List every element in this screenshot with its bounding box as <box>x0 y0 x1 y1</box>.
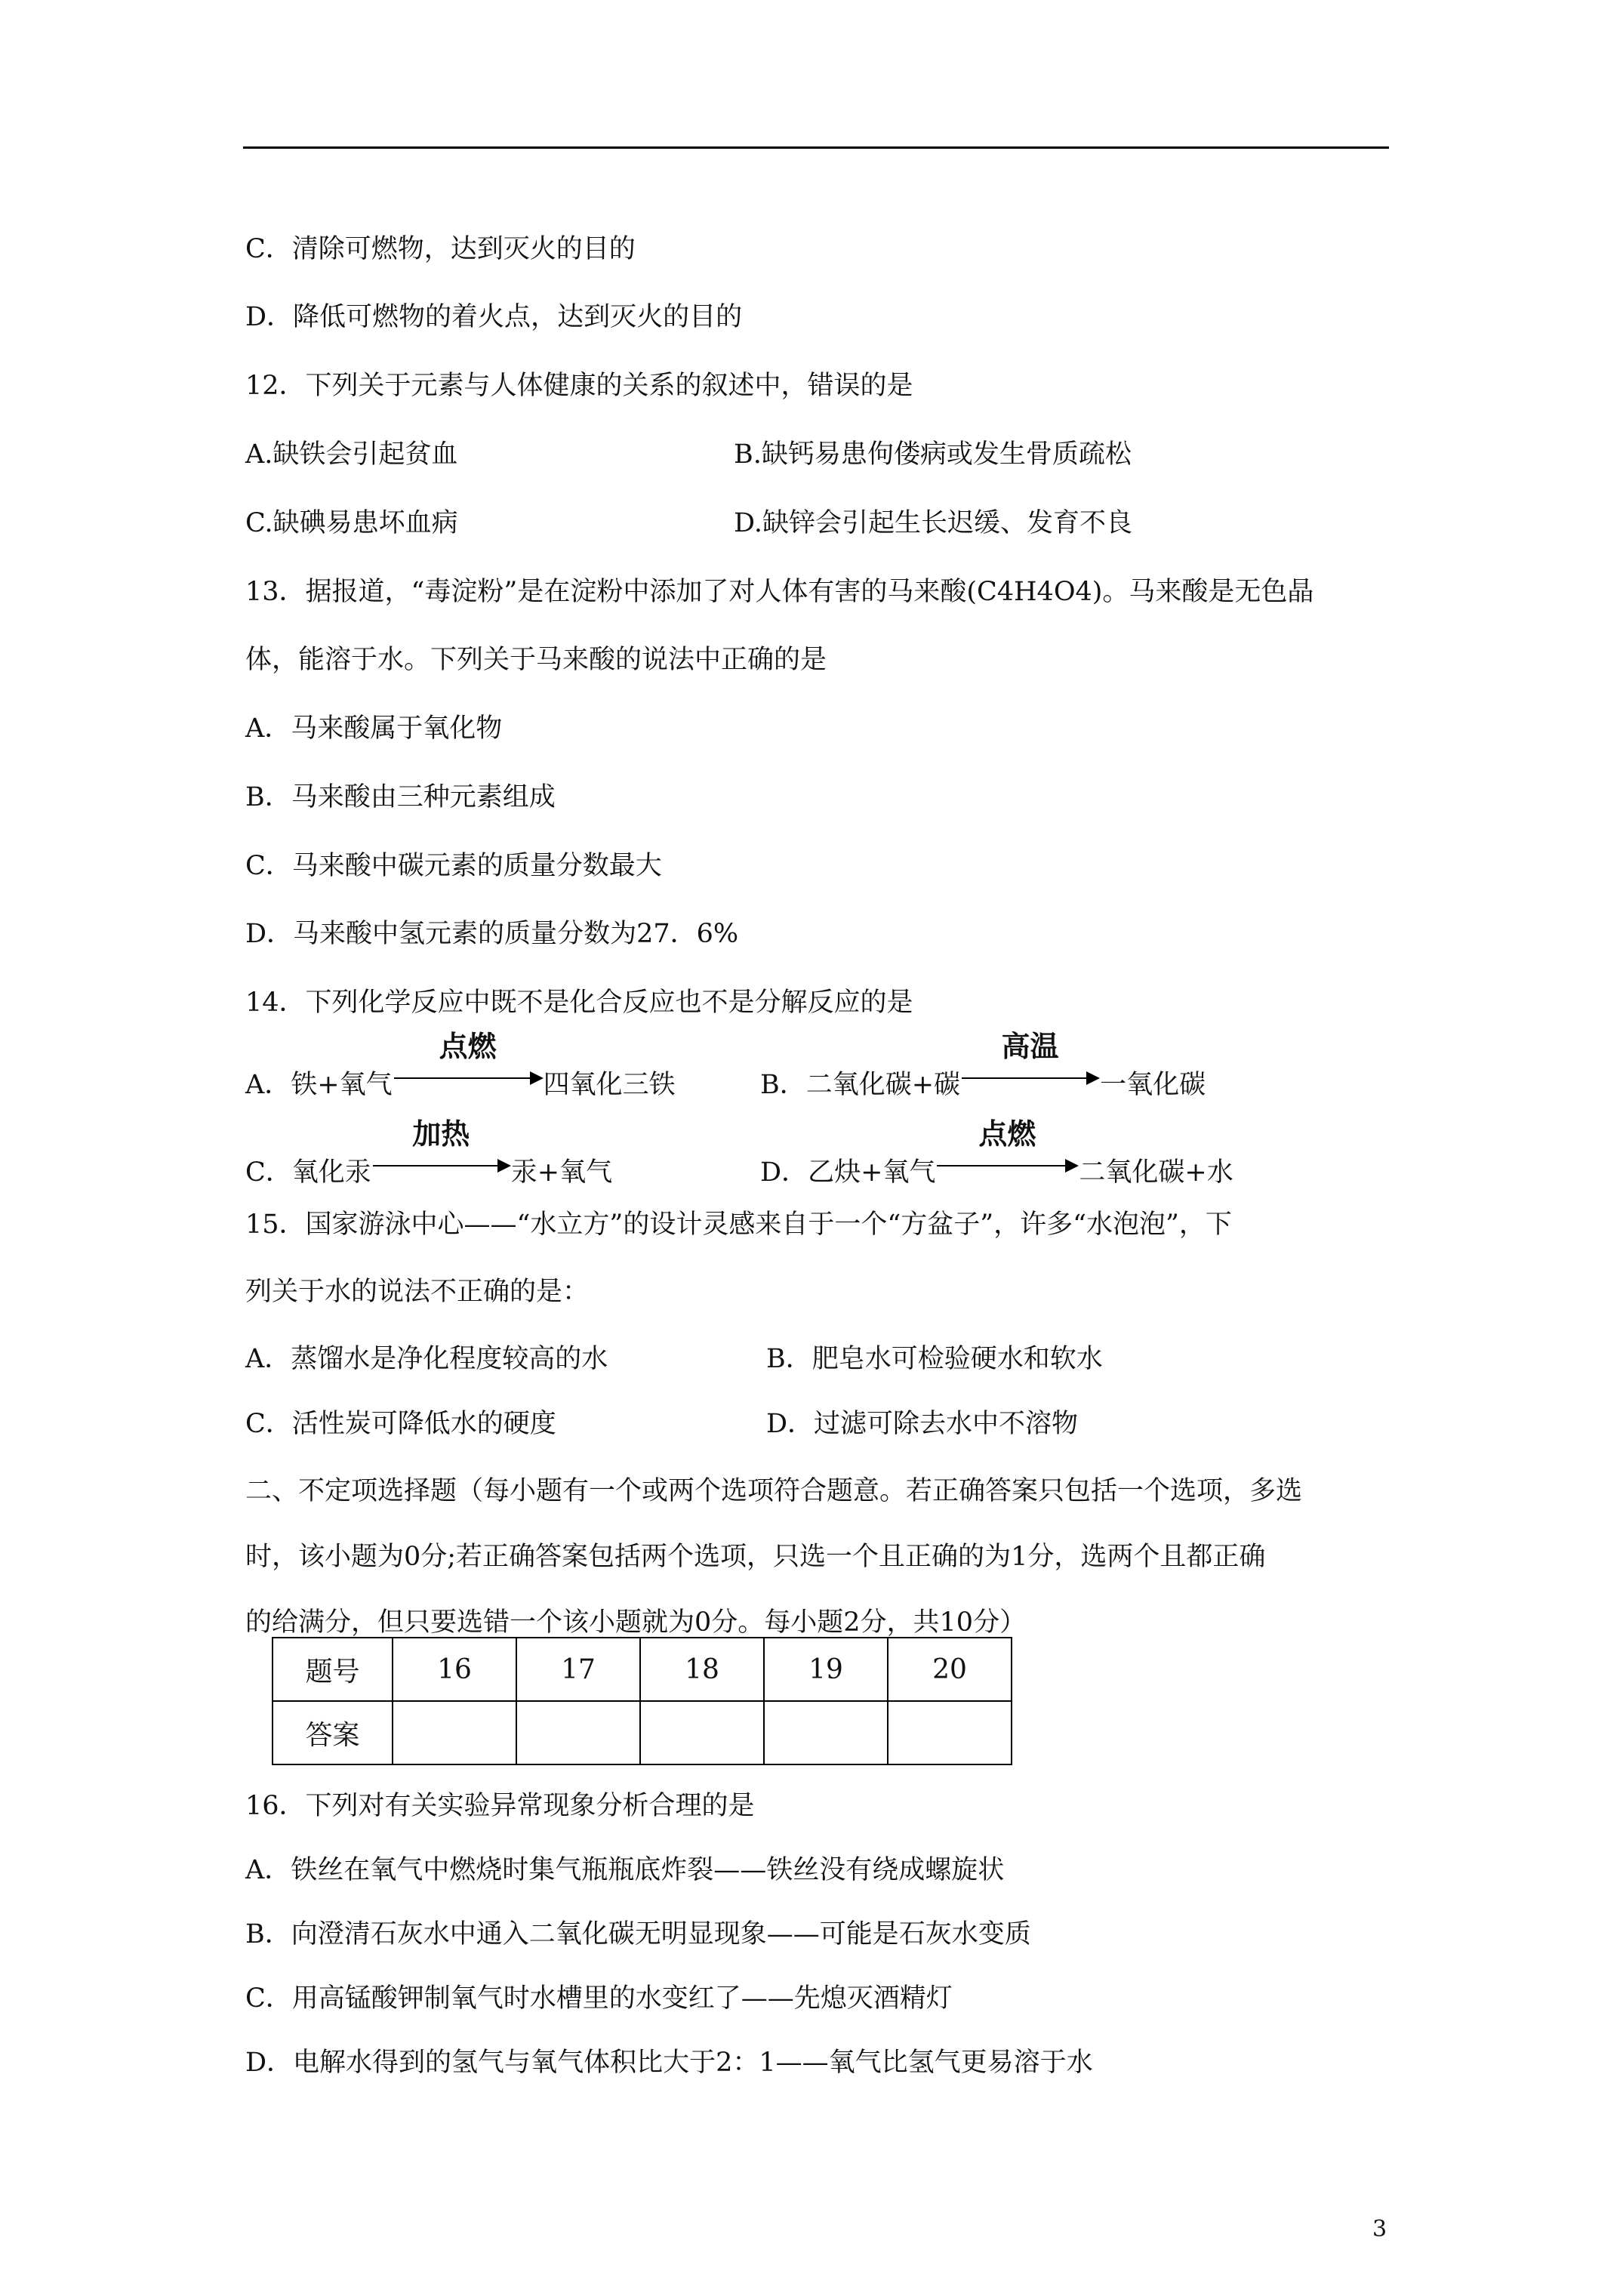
q12-stem: 12．下列关于元素与人体健康的关系的叙述中，错误的是 <box>245 371 913 401</box>
q14-option-a-condition: 点燃 <box>439 1030 497 1063</box>
q13-stem-line1: 13．据报道，“毒淀粉”是在淀粉中添加了对人体有害的马来酸(C4H4O4)。马来酸是无色晶 <box>245 577 1314 607</box>
q14-option-b-condition: 高温 <box>1001 1030 1059 1063</box>
question-number-cell: 18 <box>640 1638 764 1701</box>
q14-option-d <box>760 1117 1233 1189</box>
q15-option-d: D．过滤可除去水中不溶物 <box>766 1409 1079 1439</box>
q14-option-c <box>245 1117 613 1189</box>
q12-option-a: A.缺铁会引起贫血 <box>245 439 458 470</box>
answer-table-row1-label: 题号 <box>273 1638 393 1701</box>
answer-cell[interactable] <box>640 1701 764 1764</box>
arrow-head-icon <box>1065 1159 1079 1173</box>
arrow-head-icon <box>530 1071 544 1085</box>
q14-option-d-reactants: 乙炔+氧气 <box>808 1157 936 1188</box>
reaction-arrow <box>960 1030 1100 1093</box>
q15-stem-line2: 列关于水的说法不正确的是： <box>245 1277 590 1307</box>
q13-option-a: A．马来酸属于氧化物 <box>245 713 503 744</box>
section2-instructions-line3: 的给满分，但只要选错一个该小题就为0分。每小题2分，共10分） <box>245 1607 1027 1638</box>
q15-option-c: C．活性炭可降低水的硬度 <box>245 1409 556 1439</box>
q12-option-b: B.缺钙易患佝偻病或发生骨质疏松 <box>734 439 1132 470</box>
q14-stem: 14．下列化学反应中既不是化合反应也不是分解反应的是 <box>245 988 913 1018</box>
q13-option-b: B．马来酸由三种元素组成 <box>245 782 556 812</box>
answer-cell[interactable] <box>516 1701 640 1764</box>
section2-instructions-line2: 时，该小题为0分;若正确答案包括两个选项，只选一个且正确的为1分，选两个且都正确 <box>245 1542 1266 1572</box>
q14-option-b-reactants: 二氧化碳+碳 <box>805 1070 961 1100</box>
q13-stem-line2: 体，能溶于水。下列关于马来酸的说法中正确的是 <box>245 645 827 675</box>
q14-option-b <box>760 1030 1206 1102</box>
question-number-cell: 20 <box>888 1638 1012 1701</box>
q16-option-c: C．用高锰酸钾制氧气时水槽里的水变红了——先熄灭酒精灯 <box>245 1983 953 2014</box>
q12-option-c: C.缺碘易患坏血病 <box>245 508 458 538</box>
q14-option-b-label: B． <box>760 1070 806 1100</box>
q14-option-c-condition: 加热 <box>412 1117 470 1151</box>
q15-option-a: A．蒸馏水是净化程度较高的水 <box>245 1344 608 1374</box>
q14-option-c-products: 汞+氧气 <box>510 1157 613 1188</box>
arrow-head-icon <box>1086 1071 1100 1085</box>
reaction-arrow <box>371 1117 511 1181</box>
q16-option-d: D．电解水得到的氢气与氧气体积比大于2：1——氧气比氢气更易溶于水 <box>245 2048 1093 2078</box>
header-rule <box>243 146 1389 149</box>
answer-cell[interactable] <box>764 1701 888 1764</box>
q15-stem-line1: 15．国家游泳中心——“水立方”的设计灵感来自于一个“方盆子”，许多“水泡泡”，下 <box>245 1210 1232 1240</box>
question-number-cell: 17 <box>516 1638 640 1701</box>
answer-table-answer-row <box>273 1701 1012 1764</box>
q14-option-a <box>245 1030 676 1102</box>
arrow-head-icon <box>497 1159 511 1173</box>
q14-option-a-reactants: 铁+氧气 <box>291 1070 393 1100</box>
answer-cell[interactable] <box>393 1701 516 1764</box>
q14-option-d-products: 二氧化碳+水 <box>1079 1157 1233 1188</box>
q14-option-a-label: A． <box>245 1070 291 1100</box>
q14-option-b-products: 一氧化碳 <box>1100 1070 1206 1100</box>
answer-table-row2-label: 答案 <box>273 1701 393 1764</box>
q11-option-c: C．清除可燃物，达到灭火的目的 <box>245 234 636 264</box>
q14-option-d-condition: 点燃 <box>978 1117 1036 1151</box>
q14-option-d-label: D． <box>760 1157 808 1188</box>
q16-option-a: A．铁丝在氧气中燃烧时集气瓶瓶底炸裂——铁丝没有绕成螺旋状 <box>245 1855 1005 1885</box>
q13-option-c: C．马来酸中碳元素的质量分数最大 <box>245 851 662 881</box>
q14-option-c-label: C． <box>245 1157 292 1188</box>
question-number-cell: 16 <box>393 1638 516 1701</box>
section2-instructions-line1: 二、不定项选择题（每小题有一个或两个选项符合题意。若正确答案只包括一个选项，多选 <box>245 1476 1303 1506</box>
question-number-cell: 19 <box>764 1638 888 1701</box>
answer-table-header-row <box>273 1638 1012 1701</box>
q14-option-a-products: 四氧化三铁 <box>543 1070 676 1100</box>
answer-table <box>272 1637 1012 1765</box>
reaction-arrow <box>393 1030 544 1093</box>
q15-option-b: B．肥皂水可检验硬水和软水 <box>766 1344 1103 1374</box>
q16-stem: 16．下列对有关实验异常现象分析合理的是 <box>245 1791 755 1821</box>
q12-option-d: D.缺锌会引起生长迟缓、发育不良 <box>734 508 1132 538</box>
page-number: 3 <box>1372 2216 1387 2242</box>
answer-cell[interactable] <box>888 1701 1012 1764</box>
q13-option-d: D．马来酸中氢元素的质量分数为27．6% <box>245 919 739 949</box>
q14-option-c-reactants: 氧化汞 <box>291 1157 371 1188</box>
q16-option-b: B．向澄清石灰水中通入二氧化碳无明显现象——可能是石灰水变质 <box>245 1919 1031 1949</box>
reaction-arrow <box>935 1117 1079 1181</box>
q11-option-d: D．降低可燃物的着火点，达到灭火的目的 <box>245 302 743 332</box>
